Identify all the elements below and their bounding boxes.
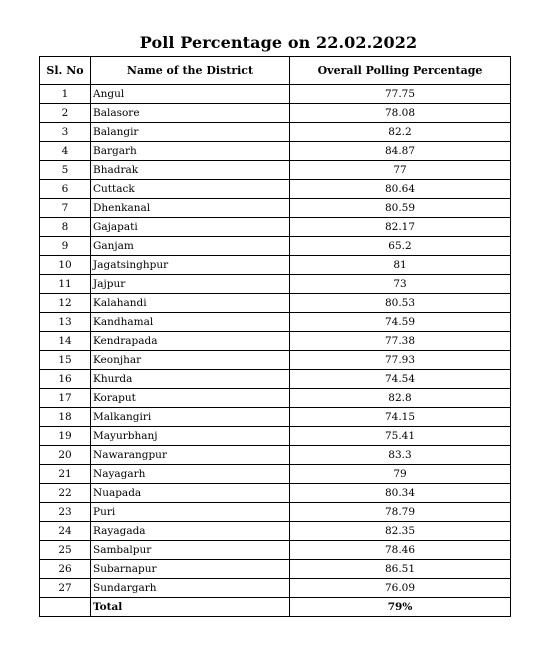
cell-polling-percentage: 77.93 <box>290 351 511 370</box>
table-row <box>40 313 511 332</box>
cell-district-name: Sundargarh <box>91 579 290 598</box>
table-row <box>40 541 511 560</box>
cell-sl-no: 14 <box>40 332 91 351</box>
page-title: Poll Percentage on 22.02.2022 <box>139 33 418 52</box>
cell-sl-no: 4 <box>40 142 91 161</box>
poll-percentage-table <box>39 56 511 617</box>
cell-district-name: Balangir <box>91 123 290 142</box>
cell-polling-percentage: 80.59 <box>290 199 511 218</box>
cell-district-name: Koraput <box>91 389 290 408</box>
cell-district-name: Mayurbhanj <box>91 427 290 446</box>
cell-sl-no: 7 <box>40 199 91 218</box>
cell-polling-percentage: 83.3 <box>290 446 511 465</box>
table-row <box>40 579 511 598</box>
table-row <box>40 237 511 256</box>
cell-district-name: Jagatsinghpur <box>91 256 290 275</box>
cell-total-label: Total <box>91 598 290 617</box>
table-row <box>40 351 511 370</box>
table-row <box>40 560 511 579</box>
cell-sl-no: 22 <box>40 484 91 503</box>
cell-district-name: Keonjhar <box>91 351 290 370</box>
cell-district-name: Bargarh <box>91 142 290 161</box>
cell-district-name: Balasore <box>91 104 290 123</box>
cell-polling-percentage: 79 <box>290 465 511 484</box>
cell-district-name: Nawarangpur <box>91 446 290 465</box>
cell-sl-no: 17 <box>40 389 91 408</box>
cell-polling-percentage: 75.41 <box>290 427 511 446</box>
cell-district-name: Sambalpur <box>91 541 290 560</box>
cell-district-name: Rayagada <box>91 522 290 541</box>
cell-polling-percentage: 77 <box>290 161 511 180</box>
cell-polling-percentage: 82.17 <box>290 218 511 237</box>
table-row <box>40 142 511 161</box>
table-row <box>40 256 511 275</box>
cell-district-name: Kendrapada <box>91 332 290 351</box>
cell-sl-no: 15 <box>40 351 91 370</box>
table-row <box>40 484 511 503</box>
cell-sl-no: 6 <box>40 180 91 199</box>
table-row <box>40 503 511 522</box>
cell-sl-no: 25 <box>40 541 91 560</box>
cell-polling-percentage: 84.87 <box>290 142 511 161</box>
cell-sl-no: 23 <box>40 503 91 522</box>
cell-district-name: Puri <box>91 503 290 522</box>
table-row <box>40 332 511 351</box>
cell-district-name: Dhenkanal <box>91 199 290 218</box>
table-row <box>40 161 511 180</box>
cell-sl-no: 2 <box>40 104 91 123</box>
table-row <box>40 446 511 465</box>
cell-polling-percentage: 77.75 <box>290 85 511 104</box>
cell-sl-no: 18 <box>40 408 91 427</box>
cell-sl-no: 1 <box>40 85 91 104</box>
cell-sl-no: 26 <box>40 560 91 579</box>
cell-polling-percentage: 82.2 <box>290 123 511 142</box>
table-row <box>40 85 511 104</box>
cell-sl-no: 16 <box>40 370 91 389</box>
cell-district-name: Malkangiri <box>91 408 290 427</box>
cell-district-name: Jajpur <box>91 275 290 294</box>
cell-polling-percentage: 74.15 <box>290 408 511 427</box>
cell-sl-no: 13 <box>40 313 91 332</box>
table-row <box>40 218 511 237</box>
cell-sl-no: 20 <box>40 446 91 465</box>
table-row <box>40 275 511 294</box>
table-row <box>40 408 511 427</box>
cell-polling-percentage: 76.09 <box>290 579 511 598</box>
cell-sl-no: 21 <box>40 465 91 484</box>
cell-district-name: Nayagarh <box>91 465 290 484</box>
cell-sl-no: 3 <box>40 123 91 142</box>
cell-sl-no: 19 <box>40 427 91 446</box>
table-row <box>40 370 511 389</box>
cell-polling-percentage: 74.59 <box>290 313 511 332</box>
cell-district-name: Khurda <box>91 370 290 389</box>
cell-polling-percentage: 78.08 <box>290 104 511 123</box>
cell-district-name: Kandhamal <box>91 313 290 332</box>
cell-sl-no: 11 <box>40 275 91 294</box>
cell-polling-percentage: 80.64 <box>290 180 511 199</box>
cell-district-name: Angul <box>91 85 290 104</box>
table-row <box>40 294 511 313</box>
table-row <box>40 199 511 218</box>
cell-total-percentage: 79% <box>290 598 511 617</box>
cell-district-name: Nuapada <box>91 484 290 503</box>
table-row <box>40 389 511 408</box>
cell-district-name: Cuttack <box>91 180 290 199</box>
cell-sl-no: 5 <box>40 161 91 180</box>
cell-district-name: Bhadrak <box>91 161 290 180</box>
cell-sl-no: 24 <box>40 522 91 541</box>
cell-district-name: Subarnapur <box>91 560 290 579</box>
table-body <box>40 85 511 617</box>
cell-sl-no: 12 <box>40 294 91 313</box>
cell-sl-no: 10 <box>40 256 91 275</box>
cell-polling-percentage: 80.34 <box>290 484 511 503</box>
table-row <box>40 180 511 199</box>
cell-polling-percentage: 86.51 <box>290 560 511 579</box>
cell-sl-no: 27 <box>40 579 91 598</box>
cell-district-name: Gajapati <box>91 218 290 237</box>
cell-sl-no: 9 <box>40 237 91 256</box>
cell-district-name: Ganjam <box>91 237 290 256</box>
cell-polling-percentage: 81 <box>290 256 511 275</box>
cell-total-sl-no <box>40 598 91 617</box>
cell-polling-percentage: 65.2 <box>290 237 511 256</box>
cell-polling-percentage: 77.38 <box>290 332 511 351</box>
cell-district-name: Kalahandi <box>91 294 290 313</box>
cell-polling-percentage: 73 <box>290 275 511 294</box>
column-header-sl-no: Sl. No <box>40 57 91 85</box>
cell-polling-percentage: 82.35 <box>290 522 511 541</box>
table-row <box>40 465 511 484</box>
table-row <box>40 104 511 123</box>
column-header-district-name: Name of the District <box>91 57 290 85</box>
column-header-polling-percentage: Overall Polling Percentage <box>290 57 511 85</box>
cell-sl-no: 8 <box>40 218 91 237</box>
table-header-row <box>40 57 511 85</box>
table-row <box>40 427 511 446</box>
cell-polling-percentage: 78.79 <box>290 503 511 522</box>
table-row <box>40 123 511 142</box>
table-total-row <box>40 598 511 617</box>
cell-polling-percentage: 82.8 <box>290 389 511 408</box>
table-row <box>40 522 511 541</box>
cell-polling-percentage: 80.53 <box>290 294 511 313</box>
cell-polling-percentage: 78.46 <box>290 541 511 560</box>
cell-polling-percentage: 74.54 <box>290 370 511 389</box>
